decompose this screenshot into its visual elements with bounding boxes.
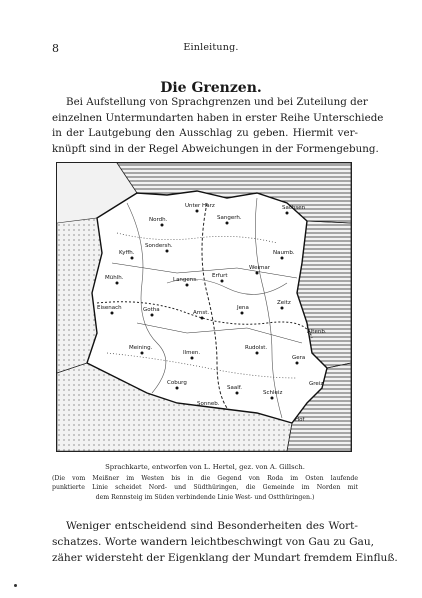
- map-label-altenburg: Altenb.: [307, 329, 327, 335]
- map-label-gotha: Gotha: [143, 307, 160, 313]
- map-label-ilmenau: Ilmen.: [183, 350, 201, 356]
- map-label-kyffhaeuser: Kyffh.: [119, 250, 135, 256]
- map-label-schleiz: Schleiz: [263, 390, 283, 396]
- map-label-zeitz: Zeitz: [277, 300, 291, 306]
- caption-line-3: dem Rennsteig im Süden verbindende Linie West- und Ostthüringen.): [95, 493, 315, 501]
- page-number: 8: [52, 42, 59, 55]
- map-label-muehlhausen: Mühlh.: [105, 275, 124, 281]
- intro-line-1: Bei Aufstellung von Sprachgrenzen und bei Zuteilung der: [66, 96, 368, 108]
- map-label-langensalza: Langens.: [173, 277, 198, 283]
- dialect-map: [56, 162, 352, 452]
- map-label-greiz: Greiz: [309, 381, 324, 387]
- margin-mark: [14, 584, 17, 587]
- map-label-sachsen: Sachsen: [282, 205, 306, 211]
- closing-paragraph: [52, 518, 398, 566]
- running-head: Einleitung.: [183, 42, 239, 53]
- map-label-sangerhausen: Sangerh.: [217, 215, 242, 221]
- map-label-rudolstadt: Rudolst.: [245, 345, 268, 351]
- map-label-nordhausen: Nordh.: [149, 217, 168, 223]
- dialect-map-drawing: [57, 163, 351, 451]
- map-label-jena: Jena: [237, 305, 249, 311]
- intro-paragraph: [52, 95, 384, 157]
- map-label-harz: Unter Harz: [185, 203, 215, 209]
- intro-line-4: knüpft sind in der Regel Abweichungen in der Formengebung.: [52, 142, 379, 155]
- caption-title: Sprachkarte, entworfen von L. Hertel, gez. von A. Gillsch.: [105, 463, 305, 471]
- caption-line-2: punktierte Linie scheidet Nord- und Südthüringen, die Gemeinde im Norden mit: [52, 484, 358, 491]
- map-label-eisenach: Eisenach: [97, 305, 122, 311]
- map-label-coburg: Coburg: [167, 380, 187, 386]
- closing-line-1: Weniger entscheidend sind Besonderheiten des Wort-: [66, 520, 358, 532]
- caption-line-1: (Die vom Meißner im Westen bis in die Gegend von Roda im Osten laufende: [52, 474, 358, 482]
- map-label-meiningen: Meining.: [129, 345, 153, 351]
- map-label-saalfeld: Saalf.: [227, 385, 243, 391]
- section-title: Die Grenzen.: [160, 80, 262, 96]
- map-label-gera: Gera: [292, 355, 306, 361]
- map-label-erfurt: Erfurt: [212, 273, 228, 279]
- closing-line-3: zäher widersteht der Eigenklang der Mundart fremdem Einfluß.: [52, 552, 398, 564]
- map-caption: [52, 463, 358, 502]
- map-label-naumburg: Naumb.: [273, 250, 295, 256]
- closing-line-2: schatzes. Worte wandern leichtbeschwingt von Gau zu Gau,: [52, 536, 375, 548]
- intro-line-2: einzelnen Untermundarten haben in erster Reihe Unterschiede: [52, 111, 384, 124]
- map-label-arnstadt: Arnst.: [193, 310, 210, 316]
- map-label-hof: Hof: [295, 417, 305, 423]
- map-label-sondershausen: Sondersh.: [145, 243, 173, 249]
- intro-line-3: in der Lautgebung den Ausschlag zu geben. Hiermit ver-: [52, 127, 358, 139]
- map-label-weimar: Weimar: [249, 265, 271, 271]
- map-label-sonneberg: Sonneb.: [197, 401, 220, 407]
